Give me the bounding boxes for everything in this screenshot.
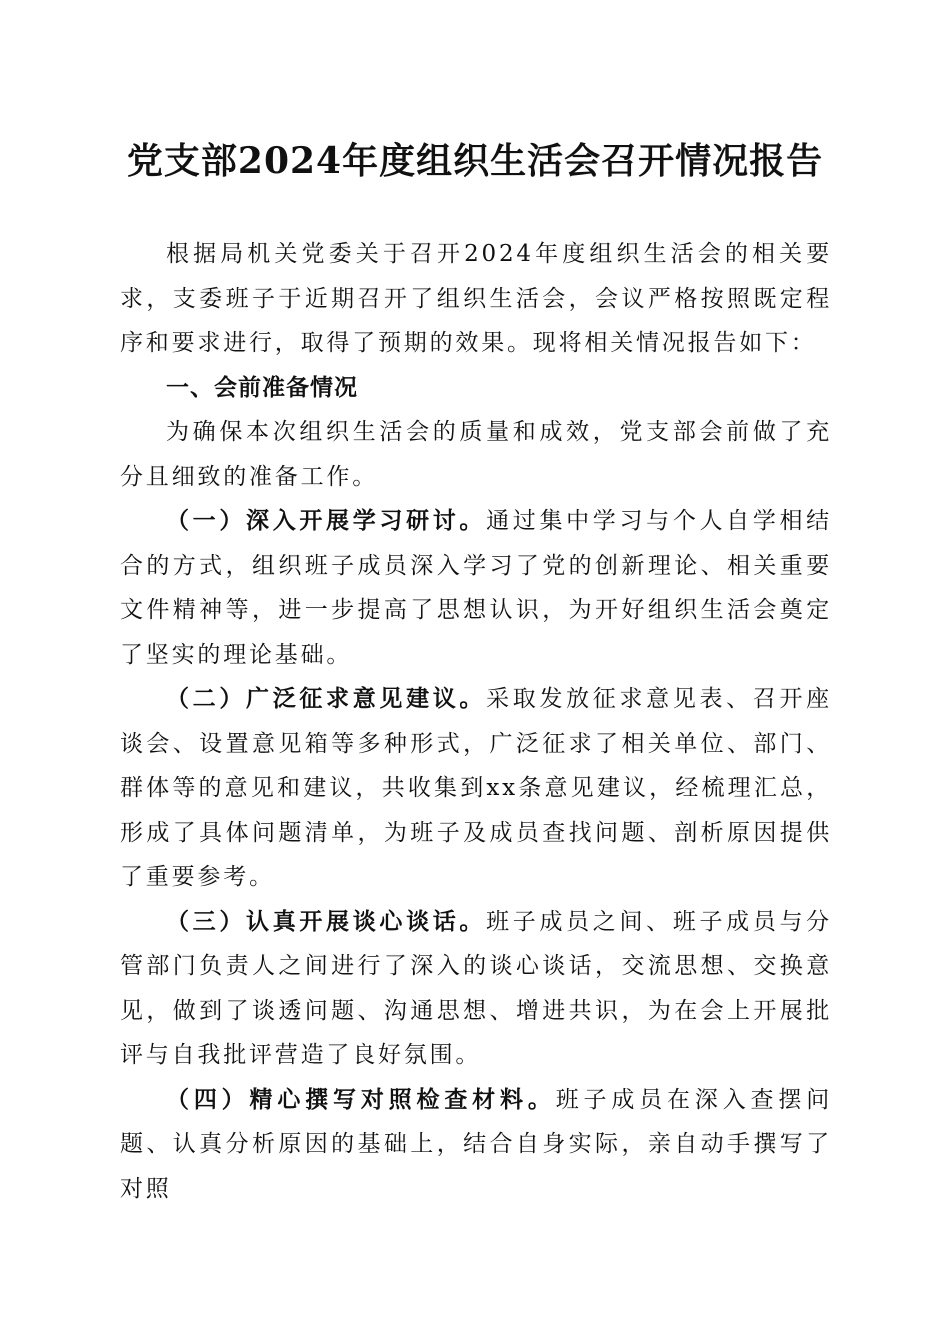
section-heading: 一、会前准备情况 — [166, 374, 358, 401]
list-item — [120, 499, 832, 677]
item-lead: （一）深入开展学习研讨。 — [166, 507, 487, 534]
section-intro-paragraph: 为确保本次组织生活会的质量和成效，党支部会前做了充分且细致的准备工作。 — [120, 419, 832, 490]
intro-paragraph: 根据局机关党委关于召开2024年度组织生活会的相关要求，支委班子于近期召开了组织生活会，会议严格按照既定程序和要求进行，取得了预期的效果。现将相关情况报告如下： — [120, 241, 832, 356]
item-lead: （四）精心撰写对照检查材料。 — [166, 1085, 556, 1113]
list-item — [120, 1078, 832, 1212]
item-text: 通过集中学习与个人自学相结合的方式，组织班子成员深入学习了党的创新理论、相关重要文件精神等，进一步提高了思想认识，为开好组织生活会奠定了坚实的理论基础。 — [120, 508, 832, 668]
list-item — [120, 900, 832, 1078]
document-title: 党支部2024年度组织生活会召开情况报告 — [126, 140, 824, 182]
item-text: 采取发放征求意见表、召开座谈会、设置意见箱等多种形式，广泛征求了相关单位、部门、群体等的意见和建议，共收集到xx条意见建议，经梳理汇总，形成了具体问题清单，为班子及成员查找问题、剖析原因提供了重要参考。 — [120, 686, 832, 890]
item-lead: （三）认真开展谈心谈话。 — [166, 907, 487, 935]
document-body — [120, 232, 832, 1211]
item-lead: （二）广泛征求意见建议。 — [166, 685, 487, 712]
list-item — [120, 677, 832, 900]
item-text: 班子成员在深入查摆问题、认真分析原因的基础上，结合自身实际，亲自动手撰写了对照 — [120, 1086, 832, 1202]
item-text: 班子成员之间、班子成员与分管部门负责人之间进行了深入的谈心谈话，交流思想、交换意见，做到了谈透问题、沟通思想、增进共识，为在会上开展批评与自我批评营造了良好氛围。 — [120, 908, 832, 1068]
